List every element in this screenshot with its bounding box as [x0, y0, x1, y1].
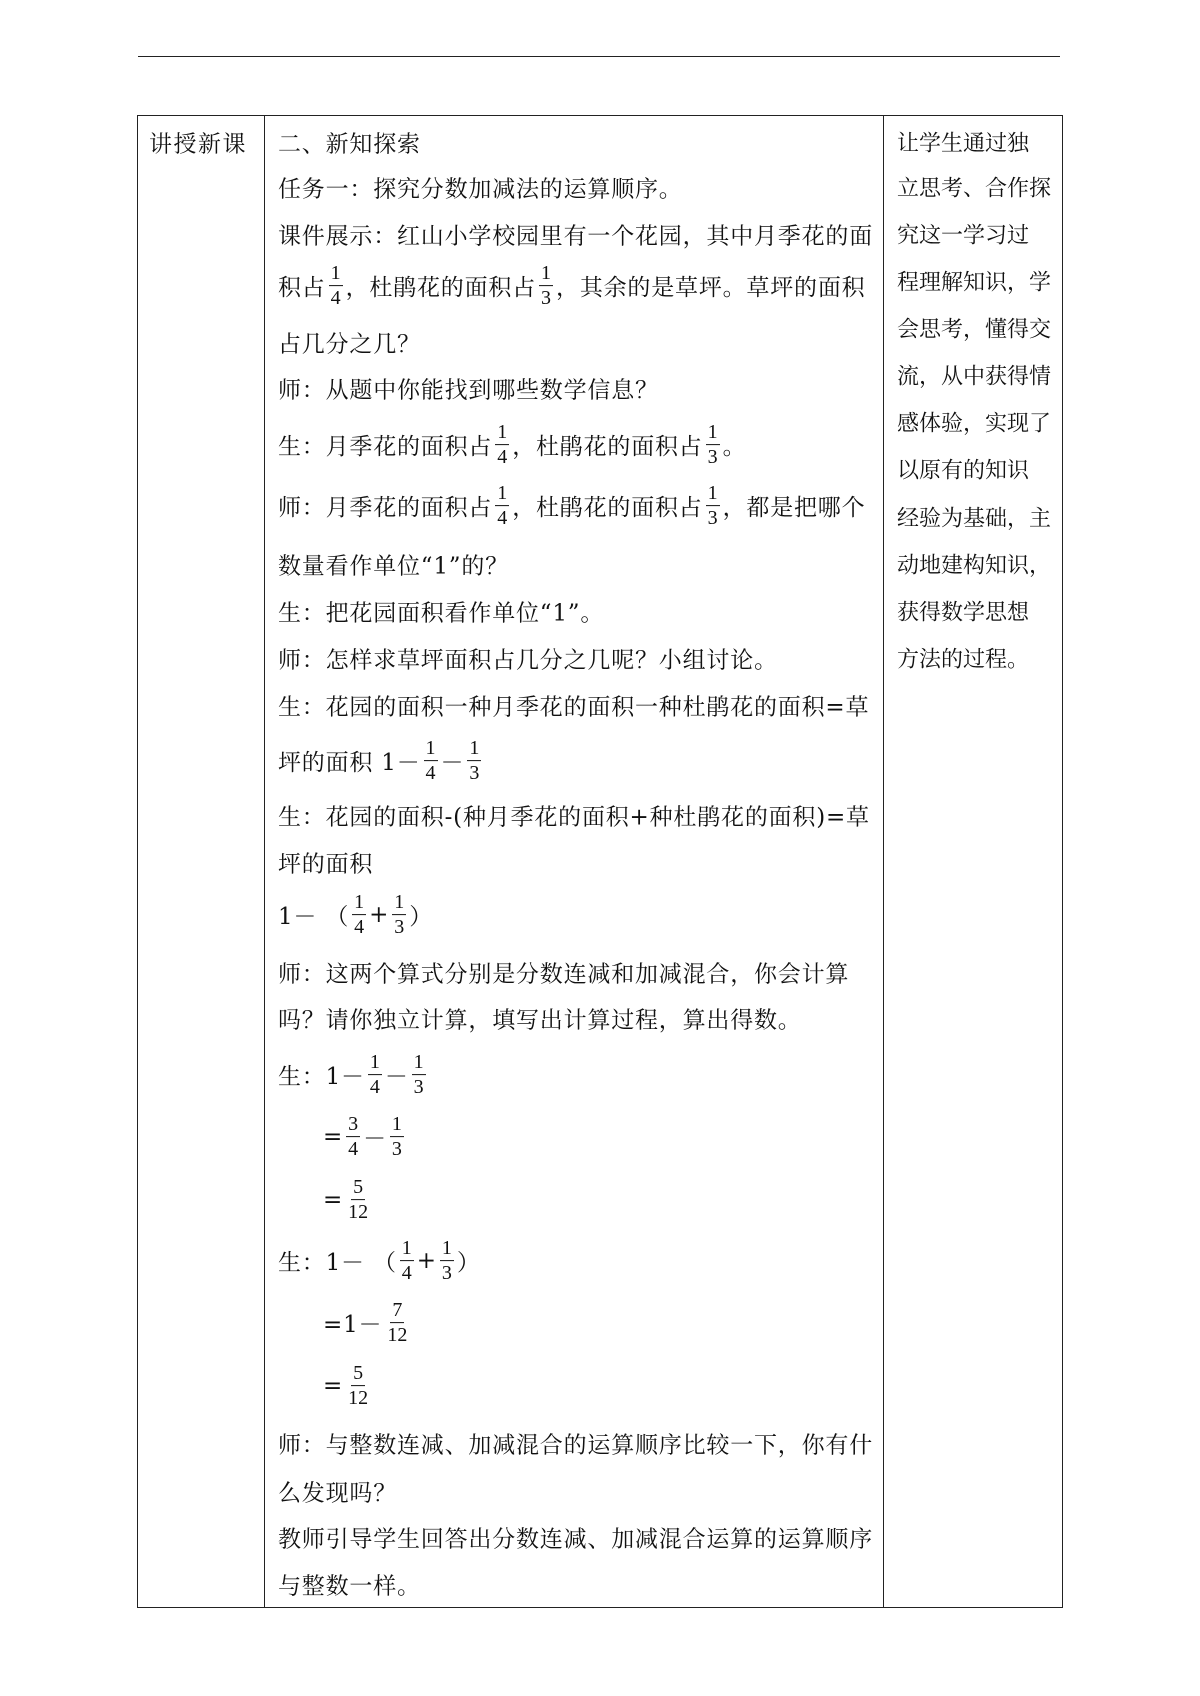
fraction [706, 482, 720, 530]
fraction-denominator: 12 [348, 1201, 369, 1224]
fraction-denominator: 3 [391, 1138, 402, 1161]
content-line [278, 1237, 481, 1285]
column-divider [264, 116, 265, 1607]
fraction-denominator: 12 [387, 1324, 408, 1347]
fraction-denominator: 4 [401, 1262, 412, 1285]
line-text: 师：这两个算式分别是分数连减和加减混合，你会计算 [278, 961, 850, 988]
content-line [278, 956, 849, 989]
fraction [424, 737, 438, 785]
fraction-numerator: 1 [368, 1051, 382, 1075]
line-text: － [440, 750, 465, 777]
fraction-numerator: 1 [467, 737, 481, 761]
line-text: 吗？请你独立计算，填写出计算过程，算出得数。 [278, 1007, 802, 1034]
fraction [706, 421, 720, 469]
line-text: = [323, 1124, 344, 1150]
fraction-numerator: 5 [351, 1362, 365, 1386]
fraction-denominator: 4 [425, 762, 436, 785]
line-text: 1－ （ [278, 904, 350, 931]
fraction [329, 262, 343, 310]
content-line [278, 642, 778, 675]
line-text: 。 [722, 434, 747, 461]
purpose-line: 感体验，实现了 [897, 411, 1052, 437]
purpose-line: 获得数学思想 [897, 600, 1030, 626]
line-text: 生：1－ [278, 1064, 365, 1091]
purpose-line: 以原有的知识 [897, 458, 1030, 484]
line-text: 教师引导学生回答出分数连减、加减混合运算的运算顺序 [278, 1526, 873, 1553]
fraction [385, 1299, 409, 1347]
line-text: ，都是把哪个 [722, 495, 866, 522]
line-text: 课件展示：红山小学校园里有一个花园，其中月季花的面 [278, 223, 873, 250]
line-text: 积占 [278, 275, 326, 302]
fraction [346, 1176, 370, 1224]
content-line [278, 1299, 412, 1347]
content-line [278, 326, 421, 359]
fraction-numerator: 1 [392, 891, 406, 915]
purpose-line: 程理解知识，学 [897, 270, 1052, 296]
line-text: 师：怎样求草坪面积占几分之几呢？小组讨论。 [278, 647, 778, 674]
line-text: 二、新知探索 [278, 131, 421, 158]
content-line [278, 262, 865, 310]
content-line [278, 1568, 421, 1601]
line-text: 生：1－ （ [278, 1250, 397, 1277]
content-line [278, 126, 421, 159]
line-text: 任务一：探究分数加减法的运算顺序。 [278, 176, 683, 203]
content-line [278, 218, 873, 251]
fraction [539, 262, 553, 310]
fraction-numerator: 1 [424, 737, 438, 761]
content-line [278, 1051, 429, 1099]
line-text: 生：花园的面积一种月季花的面积一种杜鹃花的面积=草 [278, 694, 870, 721]
content-line [278, 595, 604, 628]
fraction [440, 1237, 454, 1285]
fraction-denominator: 4 [354, 916, 365, 939]
purpose-line: 动地建构知识， [897, 553, 1052, 579]
line-text: ，杜鹃花的面积占 [345, 275, 537, 302]
purpose-line: 流，从中获得情 [897, 364, 1052, 390]
fraction-numerator: 1 [495, 421, 509, 445]
fraction [400, 1237, 414, 1285]
line-text: 数量看作单位“1”的？ [278, 553, 509, 580]
content-line [278, 799, 870, 832]
fraction [346, 1362, 370, 1410]
content-line [278, 171, 683, 204]
fraction-numerator: 1 [495, 482, 509, 506]
content-line [278, 737, 484, 785]
purpose-line: 会思考，懂得交 [897, 317, 1052, 343]
fraction-numerator: 1 [412, 1051, 426, 1075]
fraction-denominator: 3 [541, 287, 552, 310]
fraction [368, 1051, 382, 1099]
fraction-numerator: 1 [329, 262, 343, 286]
fraction-numerator: 1 [539, 262, 553, 286]
line-text: 占几分之几？ [278, 331, 421, 358]
content-line [278, 1475, 397, 1508]
fraction-numerator: 1 [400, 1237, 414, 1261]
lesson-plan-table [137, 115, 1063, 1608]
line-text: ，杜鹃花的面积占 [512, 495, 703, 522]
fraction [412, 1051, 426, 1099]
content-line [278, 846, 373, 879]
line-text: 师：与整数连减、加减混合的运算顺序比较一下，你有什 [278, 1432, 873, 1459]
fraction [392, 891, 406, 939]
fraction-denominator: 4 [330, 287, 341, 310]
header-rule [138, 56, 1060, 57]
fraction-denominator: 12 [348, 1387, 369, 1410]
line-text: 生：花园的面积-(种月季花的面积+种杜鹃花的面积)=草 [278, 804, 870, 831]
fraction-denominator: 3 [469, 762, 480, 785]
content-line [278, 548, 509, 581]
fraction-denominator: 4 [348, 1138, 359, 1161]
line-text: + [369, 902, 390, 928]
fraction-denominator: 4 [497, 507, 508, 530]
fraction-denominator: 4 [369, 1076, 380, 1099]
line-text: ） [456, 1250, 481, 1277]
purpose-line: 究这一学习过 [897, 223, 1030, 249]
content-line [278, 482, 865, 530]
content-line [278, 1176, 373, 1224]
line-text: =1－ [323, 1312, 383, 1339]
fraction [346, 1113, 360, 1161]
line-text: ，杜鹃花的面积占 [512, 434, 703, 461]
line-text: － [384, 1064, 409, 1091]
line-text: 坪的面积 1－ [278, 750, 421, 777]
purpose-line: 立思考、合作探 [897, 176, 1052, 202]
content-line [278, 1362, 373, 1410]
line-text: ，其余的是草坪。草坪的面积 [556, 275, 866, 302]
fraction-numerator: 1 [390, 1113, 404, 1137]
section-label: 讲授新课 [149, 131, 247, 158]
fraction-denominator: 3 [394, 916, 405, 939]
fraction [352, 891, 366, 939]
line-text: 师：从题中你能找到哪些数学信息？ [278, 377, 659, 404]
content-line [278, 1002, 802, 1035]
line-text: － [363, 1126, 387, 1153]
line-text: 师：月季花的面积占 [278, 495, 493, 522]
content-line [278, 421, 746, 469]
line-text: = [323, 1187, 344, 1213]
content-line [278, 1427, 873, 1460]
fraction-numerator: 1 [440, 1237, 454, 1261]
fraction-denominator: 3 [707, 507, 718, 530]
content-line [278, 1113, 407, 1161]
fraction-denominator: 3 [413, 1076, 424, 1099]
purpose-line: 经验为基础，主 [897, 506, 1052, 532]
fraction-numerator: 7 [390, 1299, 404, 1323]
line-text: 生：把花园面积看作单位“1”。 [278, 600, 605, 627]
line-text: 么发现吗？ [278, 1480, 397, 1507]
fraction [390, 1113, 404, 1161]
line-text: ） [409, 904, 434, 931]
line-text: + [416, 1248, 437, 1274]
content-line [278, 372, 659, 405]
column-divider [883, 116, 884, 1607]
fraction [467, 737, 481, 785]
fraction-denominator: 3 [441, 1262, 452, 1285]
fraction [495, 482, 509, 530]
line-text: 生：月季花的面积占 [278, 434, 493, 461]
fraction-numerator: 5 [351, 1176, 365, 1200]
fraction-denominator: 4 [497, 446, 508, 469]
content-line [278, 1521, 873, 1554]
fraction-denominator: 3 [707, 446, 718, 469]
fraction [495, 421, 509, 469]
fraction-numerator: 1 [706, 421, 720, 445]
line-text: = [323, 1373, 344, 1399]
fraction-numerator: 1 [352, 891, 366, 915]
content-line [278, 891, 433, 939]
content-line [278, 689, 869, 722]
line-text: 与整数一样。 [278, 1573, 421, 1600]
fraction-numerator: 1 [706, 482, 720, 506]
line-text: 坪的面积 [278, 851, 374, 878]
purpose-line: 方法的过程。 [897, 647, 1030, 673]
purpose-line: 让学生通过独 [897, 131, 1030, 157]
fraction-numerator: 3 [346, 1113, 360, 1137]
